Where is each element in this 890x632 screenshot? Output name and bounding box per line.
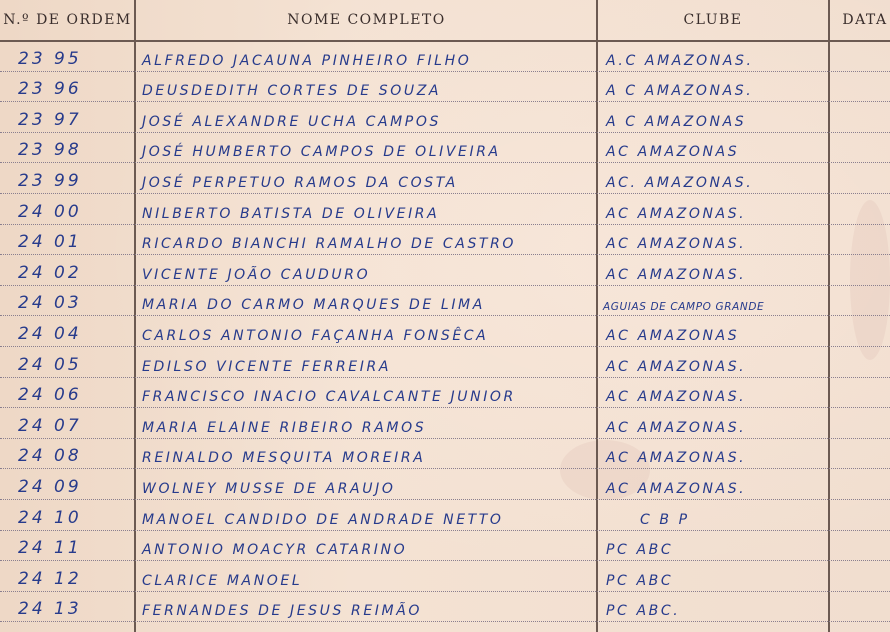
header-order-number: N.º DE ORDEM [3,12,132,28]
full-name: MARIA ELAINE RIBEIRO RAMOS [142,419,427,436]
order-number: 24 04 [18,323,82,344]
club-name: AC AMAZONAS [606,327,740,344]
full-name: JOSÉ PERPETUO RAMOS DA COSTA [142,174,458,191]
club-name: AC AMAZONAS. [606,480,747,497]
full-name: JOSÉ HUMBERTO CAMPOS DE OLIVEIRA [142,144,501,161]
table-row [0,346,890,378]
club-name: AGUIAS DE CAMPO GRANDE [603,301,765,314]
order-number: 24 06 [18,385,82,406]
full-name: WOLNEY MUSSE DE ARAUJO [142,480,396,497]
club-name: AC AMAZONAS. [606,205,747,222]
club-name: AC AMAZONAS. [606,419,747,436]
table-row [0,438,890,470]
table-row [0,407,890,439]
order-number: 23 97 [18,109,82,130]
table-row [0,162,890,194]
full-name: MARIA DO CARMO MARQUES DE LIMA [142,297,485,314]
full-name: NILBERTO BATISTA DE OLIVEIRA [142,205,440,222]
order-number: 24 10 [18,507,82,528]
club-name: AC AMAZONAS. [606,450,747,467]
table-row [0,71,890,103]
full-name: CARLOS ANTONIO FAÇANHA FONSÊCA [142,327,489,344]
table-row [0,377,890,409]
table-row [0,285,890,317]
club-name: AC AMAZONAS. [606,236,747,253]
club-name: AC AMAZONAS. [606,358,747,375]
full-name: RICARDO BIANCHI RAMALHO DE CASTRO [142,236,517,253]
order-number: 24 12 [18,568,82,589]
full-name: REINALDO MESQUITA MOREIRA [142,450,426,467]
club-name: AC AMAZONAS [606,144,740,161]
order-number: 24 03 [18,293,82,314]
full-name: FRANCISCO INACIO CAVALCANTE JUNIOR [142,389,516,406]
table-row [0,193,890,225]
table-row [0,530,890,562]
table-row [0,468,890,500]
table-row [0,254,890,286]
full-name: EDILSO VICENTE FERREIRA [142,358,391,375]
order-number: 24 02 [18,262,82,283]
full-name: CLARICE MANOEL [142,572,303,589]
order-number: 24 07 [18,415,82,436]
club-name: PC ABC [606,572,674,589]
full-name: MANOEL CANDIDO DE ANDRADE NETTO [142,511,504,528]
order-number: 24 05 [18,354,82,375]
club-name: AC. AMAZONAS. [606,174,754,191]
order-number: 24 00 [18,201,82,222]
table-row [0,224,890,256]
club-name: A.C AMAZONAS. [606,52,754,69]
order-number: 24 11 [18,538,82,559]
full-name: VICENTE JOÃO CAUDURO [142,266,371,283]
full-name: DEUSDEDITH CORTES DE SOUZA [142,83,442,100]
table-row [0,132,890,164]
order-number: 23 99 [18,170,82,191]
order-number: 24 09 [18,476,82,497]
full-name: ALFREDO JACAUNA PINHEIRO FILHO [142,52,472,69]
full-name: JOSÉ ALEXANDRE UCHA CAMPOS [142,113,441,130]
full-name: ANTONIO MOACYR CATARINO [142,542,408,559]
table-row [0,591,890,623]
table-row [0,315,890,347]
order-number: 23 98 [18,140,82,161]
header-date: DATA [842,12,888,28]
order-number: 24 13 [18,599,82,620]
order-number: 23 95 [18,48,82,69]
club-name: A C AMAZONAS. [606,83,754,100]
table-row [0,101,890,133]
table-row [0,499,890,531]
club-name: AC AMAZONAS. [606,266,747,283]
table-row [0,40,890,72]
order-number: 24 01 [18,232,82,253]
order-number: 24 08 [18,446,82,467]
full-name: FERNANDES DE JESUS REIMÃO [142,603,423,620]
club-name: AC AMAZONAS. [606,389,747,406]
header-full-name: NOME COMPLETO [287,12,446,28]
club-name: PC ABC [606,542,674,559]
table-row [0,560,890,592]
club-name: PC ABC. [606,603,681,620]
order-number: 23 96 [18,79,82,100]
club-name: A C AMAZONAS [606,113,747,130]
header-club: CLUBE [683,12,743,28]
club-name: C B P [640,511,690,528]
